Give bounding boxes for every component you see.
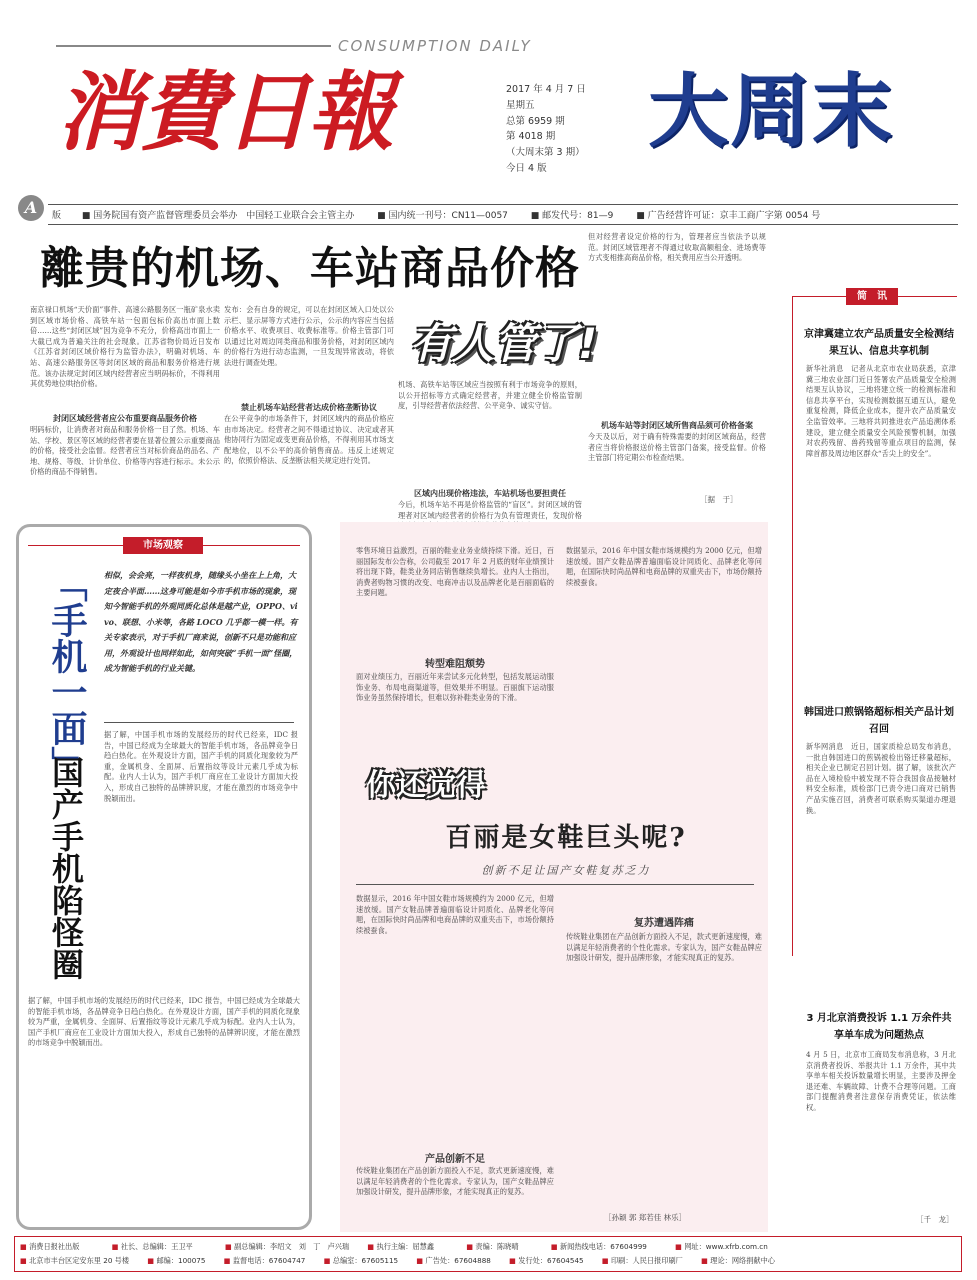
lead-col2b-body: 在公平竞争的市场条件下，封闭区域内的商品价格应由市场决定。经营者之间不得通过协议、决定或者其他协同行为固定或变更商品价格，不得利用其市场支配地位，以不公平的高价销售商品。违反上述规定的，依照价格法、反垄断法相关规定进行处罚。: [224, 414, 394, 466]
shoes-subtitle: 创新不足让国产女鞋复苏乏力: [481, 864, 651, 877]
footer-printer: 印刷：人民日报印刷厂: [610, 1256, 683, 1265]
masthead-title: 消費日報: [56, 62, 392, 163]
brief3-author: ［千 龙］: [916, 1215, 954, 1224]
shoes-sub3: 产品创新不足: [425, 1154, 485, 1165]
footer-website[interactable]: 网址：www.xfrb.com.cn: [684, 1242, 768, 1251]
footer-publisher: 消费日报社出版: [29, 1242, 80, 1251]
footer-distribution: 发行处：67604545: [518, 1256, 584, 1265]
lead-kicker: 有人管了!: [410, 319, 598, 368]
ad-license: 广告经营许可证：京丰工商广字第 0054 号: [647, 211, 821, 221]
footer-supervision-phone: 监督电话：67604747: [232, 1256, 306, 1265]
shoes-col2-bottom: 传统鞋业集团在产品创新方面投入不足，款式更新速度慢，难以满足年轻消费者的个性化需求。专家认为，国产女鞋品牌应加强设计研发，提升品牌形象，才能实现真正的复苏。: [566, 932, 762, 963]
shoes-intro: 零售环境日益激烈，百丽的鞋业业务业绩持续下滑。近日，百丽国际发布公告称，公司截至 2017 年 2 月底的财年业绩预计将出现下降，鞋类业务同店销售继续负增长。业内人士指出，消费者购物习惯的改变、电商冲击以及品牌老化是百丽面临的主要问题。: [356, 546, 554, 598]
shoes-title: 百丽是女鞋巨头呢?: [445, 823, 687, 853]
footer-row1: ■ 消费日报社出版 ■ 社长、总编辑：王卫平 ■ 副总编辑：李绍文 刘 丁 卢兴瑞 ■ 执行主编：屈慧鑫 ■ 责编：陈晓晴 ■ 新闻热线电话：67604999 ■ 网址：www.xfrb.com.cn: [20, 1242, 768, 1251]
brief3-title: 3 月北京消费投诉 1.1 万余件共享单车成为问题热点: [806, 1013, 952, 1041]
shoes-title-rule: [356, 884, 754, 885]
lead-sub1: 封闭区域经营者应公布重要商品服务价格: [53, 414, 197, 423]
footer-postcode: 邮编：100075: [156, 1256, 206, 1265]
footer-address: 北京市丰台区定安东里 20 号楼: [29, 1256, 130, 1265]
shoes-sub1: 转型难阻颓势: [425, 659, 485, 670]
english-title: CONSUMPTION DAILY: [338, 37, 532, 55]
shoes-body1: 面对业绩压力，百丽近年来尝试多元化转型，包括发展运动服饰业务、布局电商渠道等，但效果并不明显。百丽旗下运动服饰业务虽然保持增长，但难以弥补鞋类业务的下滑。: [356, 672, 554, 703]
lead-col3b-body: 今后，机场车站不再是价格监管的“盲区”。封闭区域的管理者对区域内经营者的价格行为负有管理责任，发现价格: [398, 500, 582, 520]
feature-body-bottom: 据了解，中国手机市场的发展经历的时代已经来，IDC 报告，中国已经成为全球最大的智能手机市场，各品牌竞争日趋白热化。在外观设计方面，国产手机的同质化现象较为严重，金属机身、全面屏、后置指纹等设计元素几乎成为标配。业内人士认为，国产手机厂商应在工业设计方面加大投入，形成自己独特的品牌辨识度，才能在激烈的市场竞争中脱颖而出。: [28, 996, 300, 1048]
shoes-kicker: 你还觉得: [366, 768, 486, 803]
brief1-body: 新华社消息 记者从北京市农业局获悉，京津冀三地农业部门近日签署农产品质量安全检测结果互认协议，三地将建立统一的检测标准和信息共享平台，实现检测数据互通互认，避免重复检测，降低企业成本，提升农产品质量安全监管效率。三地将共同推进农产品追溯体系建设，建立健全质量安全风险预警机制，加强对农药残留、兽药残留等重点项目的监测，保障首都及周边地区群众“舌尖上的安全”。: [806, 364, 956, 458]
footer-hotline: 新闻热线电话：67604999: [559, 1242, 647, 1251]
lead-col2-body: 发布：会有自身的规定，可以在封闭区域入口处以公示栏、显示屏等方式进行公示，公示的内容应当包括价格水平、收费项目、收费标准等。价格主管部门可以通过比对周边同类商品和服务价格，对封闭区域内的价格行为进行动态监测，一旦发现异常波动，将依法进行调查处理。: [224, 305, 394, 367]
briefs-left-rule: [792, 296, 793, 956]
infobar-bottom-rule: [48, 224, 958, 225]
shoes-body3: 传统鞋业集团在产品创新方面投入不足，款式更新速度慢，难以满足年轻消费者的个性化需求。专家认为，国产女鞋品牌应加强设计研发，提升品牌形象，才能实现真正的复苏。: [356, 1166, 554, 1197]
sponsor-text: 国务院国有资产监督管理委员会举办 中国轻工业联合会主管主办: [93, 211, 355, 221]
footer-exec-editor: 执行主编：屈慧鑫: [376, 1242, 435, 1251]
lead-col3-body: 机场、高铁车站等区域应当按照有利于市场竞争的原则，以公开招标等方式确定经营者，并建立健全价格监管制度，引导经营者依法经营、公平竞争、诚实守信。: [398, 380, 582, 411]
feature-intro-rule: [104, 722, 294, 723]
footer-row2: ■ 北京市丰台区定安东里 20 号楼 ■ 邮编：100075 ■ 监督电话：67604747 ■ 总编室：67605115 ■ 广告处：67604888 ■ 发行处：67604545 ■ 印刷：人民日报印刷厂 ■ 理论：网络捐献中心: [20, 1256, 775, 1265]
footer-editor-in-chief: 社长、总编辑：王卫平: [120, 1242, 193, 1251]
briefs-header: 简 讯: [846, 288, 898, 305]
postal-code: 邮发代号：81—9: [542, 211, 614, 221]
footer-editorial-office: 总编室：67605115: [332, 1256, 399, 1265]
brief2-title: 韩国进口煎锅铬超标相关产品计划召回: [804, 707, 954, 735]
issue-info: [506, 82, 586, 177]
feature-body-right: 据了解，中国手机市场的发展经历的时代已经来，IDC 报告，中国已经成为全球最大的智能手机市场，各品牌竞争日趋白热化。在外观设计方面，国产手机的同质化现象较为严重，金属机身、全面屏、后置指纹等设计元素几乎成为标配。业内人士认为，国产手机厂商应在工业设计方面加大投入，形成自己独特的品牌辨识度，才能在激烈的市场竞争中脱颖而出。: [104, 730, 298, 803]
issue-date: 2017 年 4 月 7 日: [506, 84, 586, 95]
footer-deputy-editors: 副总编辑：李绍文 刘 丁 卢兴瑞: [234, 1242, 350, 1251]
weekend-issue: （大周末第 3 期）: [506, 147, 585, 159]
lead-col1b-body: 明码标价，让消费者对商品和服务价格一目了然。机场、车站、学校、景区等区域的经营者要在显著位置公示重要商品的价格，接受社会监督。经营者应当对标价商品的品名、产地、规格、等级、计价单位、价格等内容进行标示。未公示价格的商品不得销售。: [30, 425, 220, 477]
lead-sub2: 禁止机场车站经营者达成价格垄断协议: [241, 403, 377, 412]
weekend-title: 大周末: [648, 65, 894, 158]
masthead-rule: [56, 45, 331, 47]
cn-number: 国内统一刊号：CN11—0057: [388, 211, 508, 221]
issue-number: 第 4018 期: [506, 131, 556, 143]
lead-headline: 離贵的机场、车站商品价格: [40, 243, 580, 294]
lead-col1-body: 南京禄口机场“天价面”事件、高速公路服务区一瓶矿泉水卖到区域市场价格、高铁车站一包面包标价高出市面上数倍……这些“封闭区域”因为竞争不充分，价格高出市面上一大截已成为普遍关注的社会现象。江苏省物价局近日发布《江苏省封闭区域价格行为监管办法》，明确对机场、车站、高速公路服务区等封闭区域的商品和服务价格进行规范。该办法规定封闭区域内经营者应当明码标价，不得利用其优势地位哄抬价格。: [30, 305, 220, 389]
pages-today: 今日 4 版: [506, 162, 547, 174]
shoes-sub2: 复苏遭遇阵痛: [634, 918, 694, 929]
brief2-body: 新华网消息 近日，国家质检总局发布消息，一批自韩国进口的煎锅被检出铬迁移量超标，相关企业已制定召回计划。据了解，该批次产品在入境检验中被发现不符合我国食品接触材料安全标准，质检部门已责令进口商对已销售产品实施召回，消费者可联系购买渠道办理退换。: [806, 742, 956, 815]
infobar-top-rule: [48, 204, 958, 205]
issue-total: 总第 6959 期: [506, 115, 565, 127]
feature-label: 市场观察: [123, 537, 203, 554]
shoes-body2: 数据显示，2016 年中国女鞋市场规模约为 2000 亿元，但增速放缓。国产女鞋品牌普遍面临设计同质化、品牌老化等问题，在国际快时尚品牌和电商品牌的双重夹击下，市场份额持续被蚕食。: [356, 894, 554, 935]
lead-sub4: 机场车站等封闭区域所售商品须可价格备案: [601, 421, 753, 430]
footer-ad-dept: 广告处：67604888: [425, 1256, 491, 1265]
lead-col4-body: 但对经营者设定价格的行为，管理者应当依法予以规范。封闭区域管理者不得通过收取高额租金、进场费等方式变相推高商品价格，相关费用应当公开透明。: [588, 232, 766, 263]
footer-duty-editor: 责编：陈晓晴: [475, 1242, 519, 1251]
issue-weekday: 星期五: [506, 99, 535, 111]
feature-intro: 相似，会会亮，一样夜机身，随缘头小坐在上上角，大定夜合半面……这身可能是如今市手机市场的现象，现知今智能手机的外观同质化总体是越产业，OPPO、vivo、联想、小米等，各路 LOCO 几乎都一模一样。有关专家表示，对于手机厂商来说，创新不只是功能和应用，外观设计也同样如此，如何突破“手机一面”怪圈，成为智能手机的行业关键。: [104, 570, 298, 673]
lead-col4b-body: 今天及以后，对于确有特殊需要的封闭区域商品，经营者应当将价格报送价格主管部门备案，接受监督。价格主管部门将定期公布检查结果。: [588, 432, 766, 463]
brief1-title: 京津冀建立农产品质量安全检测结果互认、信息共享机制: [804, 329, 954, 357]
shoes-col2-top: 数据显示，2016 年中国女鞋市场规模约为 2000 亿元，但增速放缓。国产女鞋品牌普遍面临设计同质化、品牌老化等问题，在国际快时尚品牌和电商品牌的双重夹击下，市场份额持续被蚕食。: [566, 546, 762, 587]
section-badge: A: [18, 195, 44, 221]
brief3-body: 4 月 5 日，北京市工商局发布消息称，3 月北京消费者投诉、举报共计 1.1 万余件，其中共享单车相关投诉数量增长明显，主要涉及押金退还难、车辆故障、计费不合理等问题。工商部门提醒消费者注意保存消费凭证，依法维权。: [806, 1050, 956, 1112]
feature-bracketed-title: 「手机一面」: [46, 566, 87, 782]
section-suffix: 版: [52, 211, 62, 221]
footer-theory: 理论：网络捐献中心: [710, 1256, 775, 1265]
lead-sub3: 区域内出现价格违法，车站机场也要担责任: [414, 489, 566, 498]
infobar: 版 ■ 国务院国有资产监督管理委员会举办 中国轻工业联合会主管主办 ■ 国内统一刊号：CN11—0057 ■ 邮发代号：81—9 ■ 广告经营许可证：京丰工商广字第 0054 号: [52, 211, 821, 221]
lead-author: ［据 于］: [700, 495, 738, 504]
feature-vertical-title: 国产手机陷怪圈: [47, 756, 85, 980]
shoes-author: ［孙颖 郭 郑若佳 林乐］: [604, 1213, 687, 1222]
